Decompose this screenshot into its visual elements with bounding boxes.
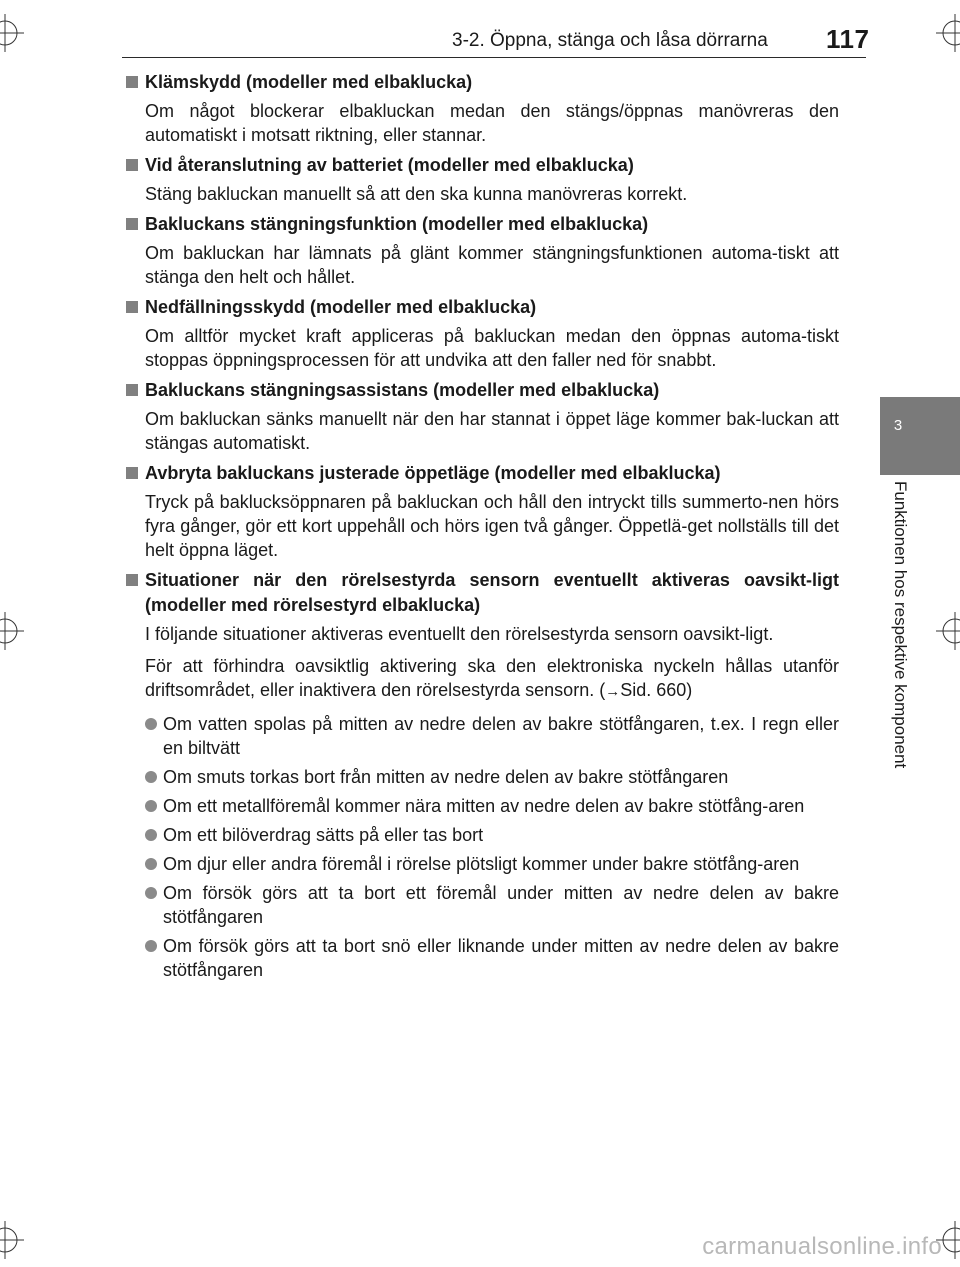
note-body: Tryck på baklucksöppnaren på bakluckan och håll den intryckt tills summerto-nen hörs fyra gånger, gör ett kort uppehåll och hörs igen två gånger. Öppetlä-get nollställs till det helt öppna läget. bbox=[145, 492, 839, 560]
note-item bbox=[123, 295, 839, 372]
note-heading-text: Klämskydd (modeller med elbaklucka) bbox=[145, 72, 473, 92]
round-bullet-icon bbox=[145, 829, 157, 841]
square-bullet-icon bbox=[126, 76, 138, 88]
section-title: 3-2. Öppna, stänga och låsa dörrarna bbox=[452, 30, 768, 51]
list-item bbox=[123, 881, 839, 929]
page-reference-link[interactable]: Sid. 660) bbox=[620, 680, 693, 700]
sensor-heading-text: Situationer när den rörelsestyrda sensorn eventuellt aktiveras oavsikt-ligt (modeller med rörelsestyrd elbaklucka) bbox=[145, 570, 839, 615]
sensor-intro: I följande situationer aktiveras eventuellt den rörelsestyrda sensorn oavsikt-ligt. bbox=[145, 624, 774, 644]
list-item bbox=[123, 794, 839, 818]
note-item bbox=[123, 378, 839, 455]
round-bullet-icon bbox=[145, 771, 157, 783]
list-item bbox=[123, 823, 839, 847]
watermark: carmanualsonline.info bbox=[702, 1233, 942, 1260]
chapter-number: 3 bbox=[893, 417, 903, 434]
note-body: Om bakluckan har lämnats på glänt kommer stängningsfunktionen automa-tiskt att stänga den helt och hållet. bbox=[145, 243, 839, 287]
chapter-title: Funktionen hos respektive komponent bbox=[891, 481, 910, 769]
list-item bbox=[123, 852, 839, 876]
list-item-text: Om djur eller andra föremål i rörelse plötsligt kommer under bakre stötfång-aren bbox=[163, 854, 800, 874]
chapter-tab bbox=[880, 397, 960, 475]
round-bullet-icon bbox=[145, 887, 157, 899]
round-bullet-icon bbox=[145, 718, 157, 730]
square-bullet-icon bbox=[126, 467, 138, 479]
list-item bbox=[123, 712, 839, 760]
round-bullet-icon bbox=[145, 858, 157, 870]
note-heading-text: Bakluckans stängningsassistans (modeller med elbaklucka) bbox=[145, 380, 660, 400]
registration-mark-mid-left-icon bbox=[0, 612, 24, 650]
note-body: Stäng bakluckan manuellt så att den ska kunna manövreras korrekt. bbox=[145, 184, 688, 204]
note-heading bbox=[123, 295, 839, 320]
note-body: Om bakluckan sänks manuellt när den har stannat i öppet läge kommer bak-luckan att stängas automatiskt. bbox=[145, 409, 839, 453]
note-item bbox=[123, 461, 839, 562]
note-item bbox=[123, 70, 839, 147]
note-heading bbox=[123, 153, 839, 178]
list-item-text: Om smuts torkas bort från mitten av nedre delen av bakre stötfångaren bbox=[163, 767, 729, 787]
note-item bbox=[123, 212, 839, 289]
page-reference-arrow-icon: → bbox=[605, 683, 621, 700]
list-item-text: Om ett bilöverdrag sätts på eller tas bort bbox=[163, 825, 484, 845]
note-heading bbox=[123, 70, 839, 95]
note-item bbox=[123, 153, 839, 206]
square-bullet-icon bbox=[126, 159, 138, 171]
note-heading bbox=[123, 461, 839, 486]
note-heading bbox=[123, 212, 839, 237]
registration-mark-top-right-icon bbox=[936, 14, 960, 52]
square-bullet-icon bbox=[126, 384, 138, 396]
note-heading bbox=[123, 378, 839, 403]
note-heading-text: Bakluckans stängningsfunktion (modeller med elbaklucka) bbox=[145, 214, 649, 234]
square-bullet-icon bbox=[126, 301, 138, 313]
page-content bbox=[123, 70, 839, 988]
list-item-text: Om ett metallföremål kommer nära mitten av nedre delen av bakre stötfång-aren bbox=[163, 796, 805, 816]
round-bullet-icon bbox=[145, 800, 157, 812]
note-body: Om alltför mycket kraft appliceras på bakluckan medan den öppnas automa-tiskt stoppas öppningsprocessen för att undvika att den faller ned för snabbt. bbox=[145, 326, 839, 370]
registration-mark-bottom-left-icon bbox=[0, 1221, 24, 1259]
list-item-text: Om försök görs att ta bort snö eller liknande under mitten av nedre delen av bakre stötfångaren bbox=[163, 936, 839, 980]
sensor-heading bbox=[123, 568, 839, 618]
note-heading-text: Nedfällningsskydd (modeller med elbaklucka) bbox=[145, 297, 537, 317]
sensor-section bbox=[123, 568, 839, 982]
sensor-advice-text: För att förhindra oavsiktlig aktivering ska den elektroniska nyckeln hållas utanför driftsområdet, eller inaktivera den rörelsestyrda sensorn. ( bbox=[145, 656, 839, 700]
note-body: Om något blockerar elbakluckan medan den stängs/öppnas manövreras den automatiskt i motsatt riktning, eller stannar. bbox=[145, 101, 839, 145]
square-bullet-icon bbox=[126, 574, 138, 586]
list-item-text: Om vatten spolas på mitten av nedre delen av bakre stötfångaren, t.ex. I regn eller en biltvätt bbox=[163, 714, 839, 758]
note-heading-text: Avbryta bakluckans justerade öppetläge (modeller med elbaklucka) bbox=[145, 463, 721, 483]
header-rule bbox=[122, 57, 866, 58]
note-heading-text: Vid återanslutning av batteriet (modeller med elbaklucka) bbox=[145, 155, 634, 175]
sensor-situation-list bbox=[123, 712, 839, 982]
sensor-advice bbox=[123, 654, 839, 704]
list-item bbox=[123, 765, 839, 789]
list-item-text: Om försök görs att ta bort ett föremål under mitten av nedre delen av bakre stötfångaren bbox=[163, 883, 839, 927]
registration-mark-mid-right-icon bbox=[936, 612, 960, 650]
page-number: 117 bbox=[826, 24, 870, 54]
round-bullet-icon bbox=[145, 940, 157, 952]
registration-mark-top-left-icon bbox=[0, 14, 24, 52]
square-bullet-icon bbox=[126, 218, 138, 230]
list-item bbox=[123, 934, 839, 982]
